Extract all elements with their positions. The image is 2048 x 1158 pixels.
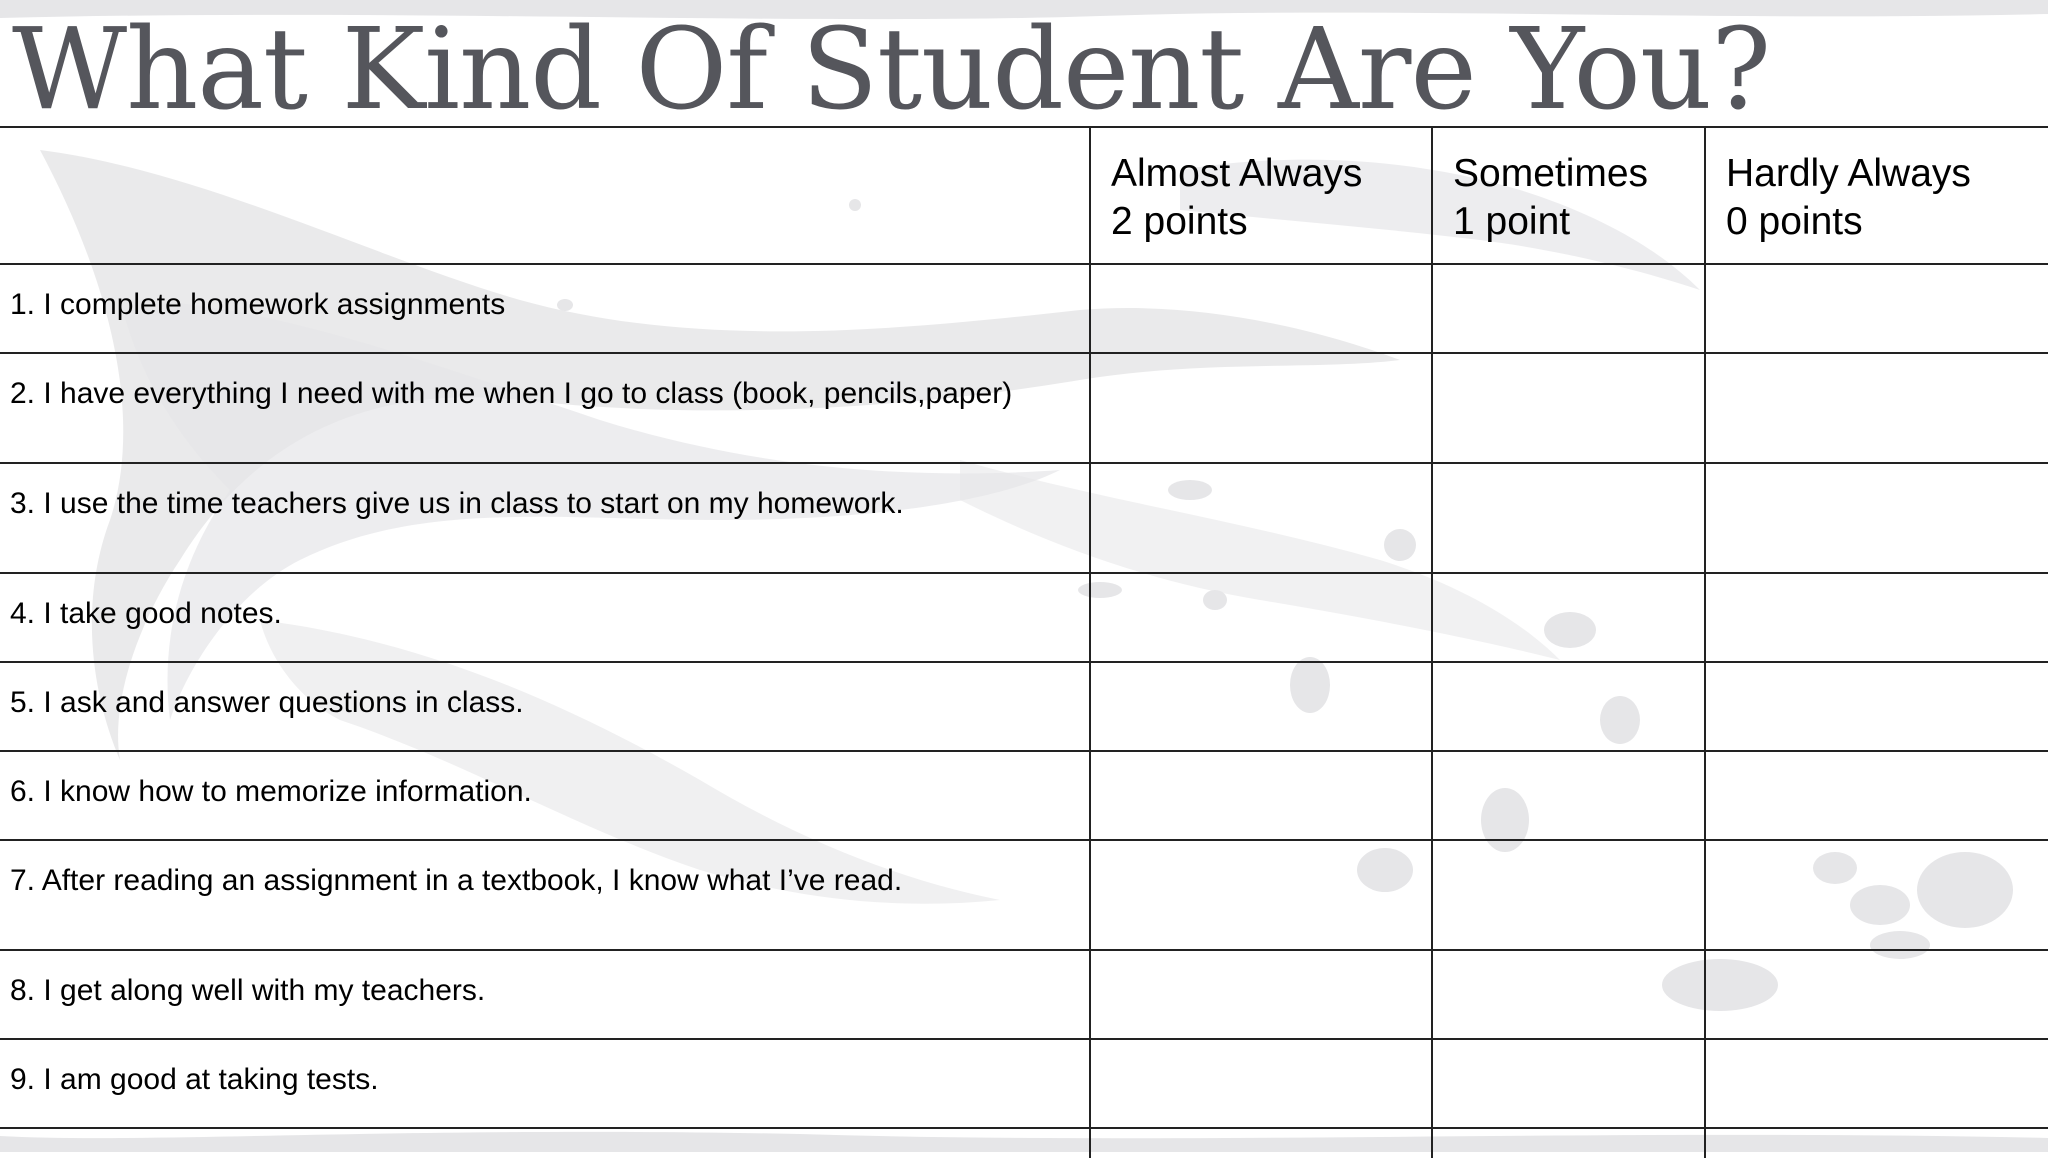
answer-cell-hardly-always[interactable] <box>1705 573 2048 662</box>
column-label: Hardly Always <box>1726 152 1971 195</box>
question-text: 5. I ask and answer questions in class. <box>0 662 1090 751</box>
answer-cell-sometimes[interactable] <box>1432 463 1705 573</box>
answer-cell-hardly-always[interactable] <box>1705 353 2048 463</box>
question-row-2 <box>0 353 2048 463</box>
answer-cell-sometimes[interactable] <box>1432 751 1705 840</box>
answer-cell-almost-always[interactable] <box>1090 1039 1432 1128</box>
answer-cell-almost-always[interactable] <box>1090 662 1432 751</box>
answer-cell-hardly-always[interactable] <box>1705 840 2048 950</box>
answer-cell-almost-always[interactable] <box>1090 1128 1432 1158</box>
answer-cell-hardly-always[interactable] <box>1705 264 2048 353</box>
answer-cell-hardly-always[interactable] <box>1705 751 2048 840</box>
answer-cell-sometimes[interactable] <box>1432 950 1705 1039</box>
answer-cell-almost-always[interactable] <box>1090 573 1432 662</box>
column-points: 0 points <box>1726 200 1863 243</box>
question-row-3 <box>0 463 2048 573</box>
column-points: 1 point <box>1453 200 1571 243</box>
answer-cell-almost-always[interactable] <box>1090 751 1432 840</box>
answer-cell-hardly-always[interactable] <box>1705 463 2048 573</box>
column-label: Almost Always <box>1111 152 1363 195</box>
column-points: 2 points <box>1111 200 1248 243</box>
answer-cell-sometimes[interactable] <box>1432 1128 1705 1158</box>
question-row-6 <box>0 751 2048 840</box>
question-row-1 <box>0 264 2048 353</box>
answer-cell-almost-always[interactable] <box>1090 840 1432 950</box>
column-label: Sometimes <box>1453 152 1649 195</box>
question-row-9 <box>0 1039 2048 1128</box>
answer-cell-hardly-always[interactable] <box>1705 1039 2048 1128</box>
column-header-hardly-always <box>1705 127 2048 264</box>
page-title: What Kind Of Student Are You? <box>12 5 1771 135</box>
answer-cell-hardly-always[interactable] <box>1705 1128 2048 1158</box>
question-cell-empty <box>0 1128 1090 1158</box>
question-row-continued <box>0 1128 2048 1158</box>
answer-cell-almost-always[interactable] <box>1090 463 1432 573</box>
question-text: 4. I take good notes. <box>0 573 1090 662</box>
header-row <box>0 127 2048 264</box>
question-text: 6. I know how to memorize information. <box>0 751 1090 840</box>
question-text: 8. I get along well with my teachers. <box>0 950 1090 1039</box>
question-row-4 <box>0 573 2048 662</box>
answer-cell-sometimes[interactable] <box>1432 573 1705 662</box>
question-text: 2. I have everything I need with me when I go to class (book, pencils,paper) <box>0 353 1090 463</box>
answer-cell-hardly-always[interactable] <box>1705 950 2048 1039</box>
question-text: 1. I complete homework assignments <box>0 264 1090 353</box>
question-text: 9. I am good at taking tests. <box>0 1039 1090 1128</box>
answer-cell-almost-always[interactable] <box>1090 353 1432 463</box>
answer-cell-sometimes[interactable] <box>1432 662 1705 751</box>
question-text: 7. After reading an assignment in a textbook, I know what I’ve read. <box>0 840 1090 950</box>
question-row-8 <box>0 950 2048 1039</box>
answer-cell-almost-always[interactable] <box>1090 264 1432 353</box>
survey-table <box>0 126 2048 1158</box>
answer-cell-sometimes[interactable] <box>1432 264 1705 353</box>
answer-cell-sometimes[interactable] <box>1432 840 1705 950</box>
answer-cell-sometimes[interactable] <box>1432 1039 1705 1128</box>
answer-cell-sometimes[interactable] <box>1432 353 1705 463</box>
column-header-almost-always <box>1090 127 1432 264</box>
answer-cell-almost-always[interactable] <box>1090 950 1432 1039</box>
answer-cell-hardly-always[interactable] <box>1705 662 2048 751</box>
question-column-header <box>0 127 1090 264</box>
question-row-7 <box>0 840 2048 950</box>
question-text: 3. I use the time teachers give us in class to start on my homework. <box>0 463 1090 573</box>
column-header-sometimes <box>1432 127 1705 264</box>
question-row-5 <box>0 662 2048 751</box>
